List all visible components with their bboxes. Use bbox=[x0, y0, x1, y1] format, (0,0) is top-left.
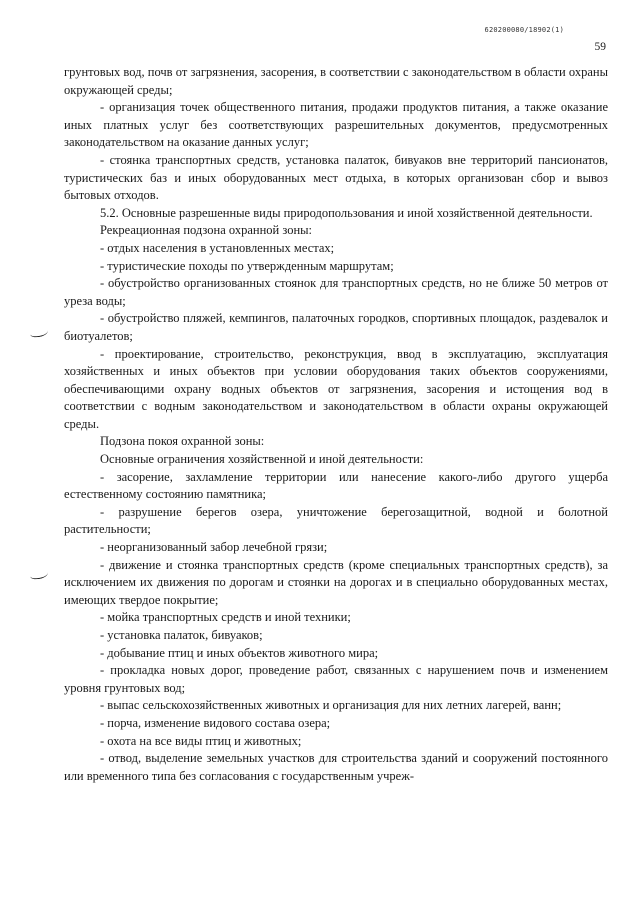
paragraph: - порча, изменение видового состава озера; bbox=[100, 715, 331, 730]
paragraph: - прокладка новых дорог, проведение работ, связанных с нарушением почв и изменением уровня грунтовых вод; bbox=[64, 663, 608, 695]
paragraph: - неорганизованный забор лечебной грязи; bbox=[100, 540, 328, 555]
paragraph: - охота на все виды птиц и животных; bbox=[100, 733, 302, 748]
paragraph: - отвод, выделение земельных участков для строительства зданий и сооружений постоянного или временного типа без согласования с государственным учреж- bbox=[64, 751, 608, 783]
document-id: 620200080/18902(1) bbox=[484, 26, 564, 34]
paragraph: - засорение, захламление территории или нанесение какого-либо другого ущерба естественному состоянию памятника; bbox=[64, 469, 608, 502]
paragraph: - выпас сельскохозяйственных животных и организация для них летних лагерей, ванн; bbox=[100, 698, 562, 713]
paragraph: - добывание птиц и иных объектов животного мира; bbox=[100, 645, 379, 660]
paragraph: - стоянка транспортных средств, установка палаток, бивуаков вне территорий пансионатов, туристических баз и иных оборудованных мест отдыха, в которых организован сбор и вывоз бытовых отходов. bbox=[64, 152, 608, 203]
paragraph: - движение и стоянка транспортных средств (кроме специальных транспортных средств), за исключением их движения по дорогам и стоянки на дорогах и в специально оборудованных местах, имеющих твердое покрытие; bbox=[64, 557, 608, 607]
paragraph: Подзона покоя охранной зоны: bbox=[100, 434, 265, 449]
paragraph: Основные ограничения хозяйственной и иной деятельности: bbox=[100, 452, 424, 467]
paragraph: грунтовых вод, почв от загрязнения, засорения, в соответствии с законодательством в области охраны окружающей среды; bbox=[64, 65, 608, 97]
paragraph: - туристические походы по утвержденным маршрутам; bbox=[100, 258, 394, 273]
margin-pen-mark bbox=[30, 327, 49, 338]
paragraph: - обустройство организованных стоянок для транспортных средств, но не ближе 50 метров от уреза воды; bbox=[64, 276, 608, 308]
paragraph: - обустройство пляжей, кемпингов, палаточных городков, спортивных площадок, раздевалок и биотуалетов; bbox=[64, 311, 608, 343]
paragraph: - организация точек общественного питания, продажи продуктов питания, а также оказание иных платных услуг без соответствующих разрешительных документов, предусмотренных законодательством на оказание данных услуг; bbox=[64, 100, 608, 150]
margin-pen-mark bbox=[30, 569, 49, 580]
paragraph: - проектирование, строительство, реконструкция, ввод в эксплуатацию, эксплуатация хозяйственных и иных объектов при условии оборудования таких объектов сооружениями, обеспечивающими охрану водных объектов от загрязнения, засорения и истощения вод в соответствии с водным законодательством и законодательством в области охраны окружающей среды. bbox=[64, 346, 608, 431]
paragraph: - установка палаток, бивуаков; bbox=[100, 628, 263, 642]
paragraph: - мойка транспортных средств и иной техники; bbox=[100, 610, 351, 625]
page-number: 59 bbox=[594, 41, 606, 53]
paragraph: - отдых населения в установленных местах; bbox=[100, 240, 335, 255]
body-text bbox=[64, 64, 608, 785]
paragraph: 5.2. Основные разрешенные виды природопользования и иной хозяйственной деятельности. bbox=[100, 205, 593, 220]
paragraph: Рекреационная подзона охранной зоны: bbox=[100, 223, 313, 238]
paragraph: - разрушение берегов озера, уничтожение берегозащитной, водной и болотной растительности; bbox=[64, 504, 608, 537]
